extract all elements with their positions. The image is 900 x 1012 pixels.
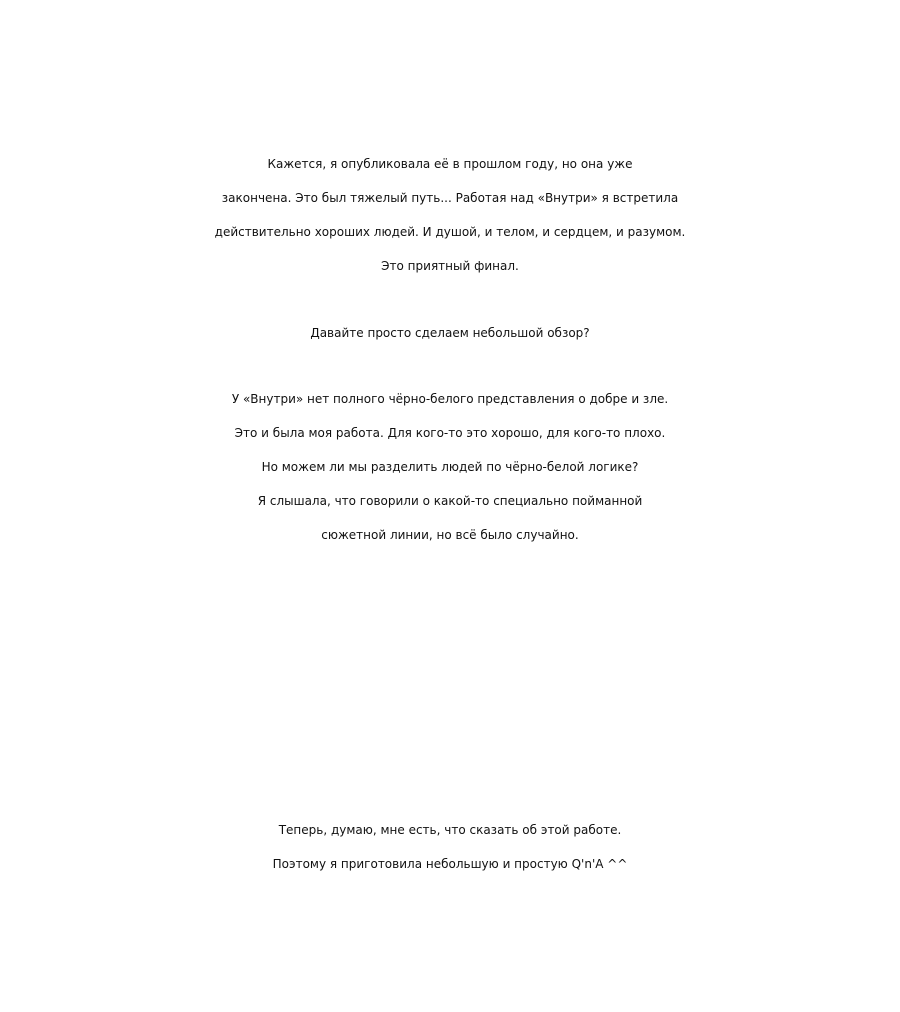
text-line: действительно хороших людей. И душой, и телом, и сердцем, и разумом. [214,225,686,239]
text-line: сюжетной линии, но всё было случайно. [321,528,579,542]
story-paragraph [0,382,900,552]
text-line: Теперь, думаю, мне есть, что сказать об этой работе. [278,823,622,837]
question-paragraph [0,316,900,350]
text-line: Я слышала, что говорили о какой-то специально пойманной [257,494,643,508]
text-line: Поэтому я приготовила небольшую и простую Q'n'A ^^ [272,857,628,871]
text-line: закончена. Это был тяжелый путь... Работая над «Внутри» я встретила [221,191,679,205]
text-line: Кажется, я опубликовала её в прошлом году, но она уже [267,157,633,171]
text-line: Это и была моя работа. Для кого-то это хорошо, для кого-то плохо. [234,426,666,440]
intro-paragraph [0,147,900,283]
closing-paragraph [0,813,900,881]
text-line: Но можем ли мы разделить людей по чёрно-белой логике? [261,460,639,474]
text-line: Давайте просто сделаем небольшой обзор? [310,326,590,340]
text-line: Это приятный финал. [381,259,519,273]
text-line: У «Внутри» нет полного чёрно-белого представления о добре и зле. [231,392,669,406]
